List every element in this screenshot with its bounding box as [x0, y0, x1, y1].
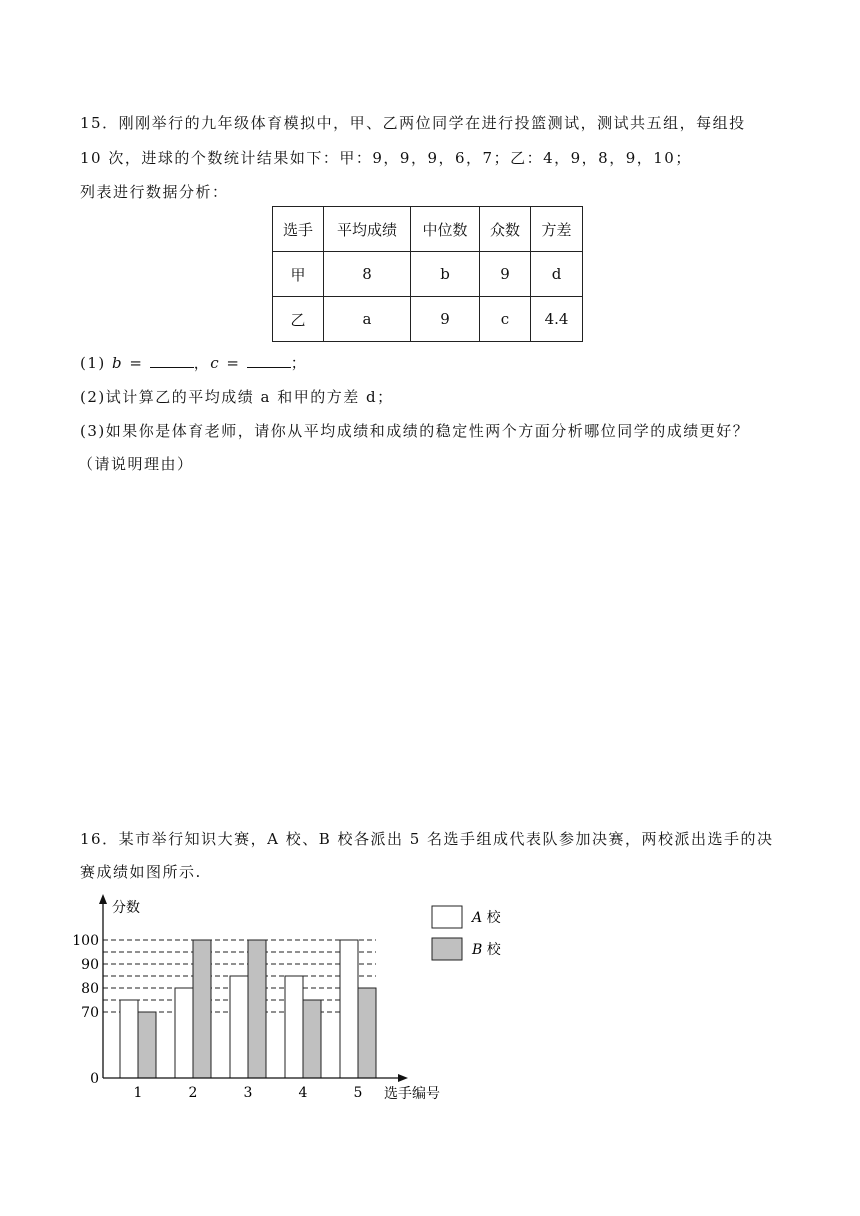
score-bar-chart — [70, 890, 530, 1110]
bar-a-school — [230, 976, 248, 1078]
separator: ， — [193, 354, 211, 372]
bar-a-school — [120, 1000, 138, 1078]
x-tick-label: 5 — [353, 1085, 363, 1101]
y-tick-label: 100 — [72, 933, 99, 949]
bar-b-school — [248, 940, 266, 1078]
x-tick-label: 3 — [243, 1085, 253, 1101]
y-tick-labels — [72, 933, 99, 1087]
var-b: b — [112, 354, 124, 372]
bar-b-school — [193, 940, 211, 1078]
x-tick-label: 2 — [188, 1085, 198, 1101]
y-axis-arrow-icon — [99, 894, 107, 904]
y-tick-label: 0 — [90, 1071, 99, 1087]
bar-b-school — [358, 988, 376, 1078]
table-header-cell: 平均成绩 — [324, 207, 411, 252]
bars-group — [120, 940, 376, 1078]
answer-blank-b — [150, 353, 194, 368]
table-cell: 甲 — [273, 252, 324, 297]
q15-part-3: (3)如果你是体育老师，请你从平均成绩和成绩的稳定性两个方面分析哪位同学的成绩更好？ — [80, 422, 750, 440]
answer-blank-c — [247, 353, 291, 368]
legend-swatch — [432, 938, 462, 960]
part1-prefix: (1) — [80, 354, 113, 372]
table-cell: 9 — [480, 252, 531, 297]
table-row — [273, 252, 583, 297]
table-header-cell: 选手 — [273, 207, 324, 252]
legend-letter: B — [472, 942, 483, 958]
q15-part-2: (2)试计算乙的平均成绩 a 和甲的方差 d； — [80, 388, 394, 406]
x-axis-label: 选手编号 — [384, 1086, 440, 1102]
table-header-cell: 众数 — [480, 207, 531, 252]
q15-part-3-note: （请说明理由） — [78, 455, 194, 473]
q16-line-1: 16．某市举行知识大赛，A 校、B 校各派出 5 名选手组成代表队参加决赛，两校派出选手的决 — [80, 830, 774, 848]
x-tick-label: 4 — [298, 1085, 308, 1101]
legend-suffix: 校 — [482, 942, 501, 958]
bar-b-school — [138, 1012, 156, 1078]
table-cell: a — [324, 297, 411, 342]
table-cell: b — [411, 252, 480, 297]
part1-end: ； — [290, 354, 308, 372]
table-cell: 8 — [324, 252, 411, 297]
table-header-cell: 中位数 — [411, 207, 480, 252]
y-tick-label: 90 — [81, 957, 99, 973]
q16-line-2: 赛成绩如图所示. — [80, 863, 202, 881]
q15-part-1 — [80, 352, 307, 373]
table-header-row — [273, 207, 583, 252]
equals-sign: = — [123, 354, 150, 372]
q15-data-table — [272, 206, 583, 342]
bar-a-school — [175, 988, 193, 1078]
table-row — [273, 297, 583, 342]
bar-a-school — [285, 976, 303, 1078]
bar-a-school — [340, 940, 358, 1078]
bar-b-school — [303, 1000, 321, 1078]
table-cell: d — [531, 252, 583, 297]
legend-suffix: 校 — [482, 910, 501, 926]
table-cell: 9 — [411, 297, 480, 342]
var-c: c — [210, 354, 221, 372]
legend-label — [471, 941, 502, 958]
legend-letter: A — [472, 910, 483, 926]
y-tick-label: 70 — [81, 1005, 99, 1021]
table-cell: c — [480, 297, 531, 342]
x-tick-label: 1 — [133, 1085, 143, 1101]
y-tick-label: 80 — [81, 981, 99, 997]
x-axis-arrow-icon — [398, 1074, 408, 1082]
table-cell: 4.4 — [531, 297, 583, 342]
legend-label — [470, 909, 502, 926]
table-cell: 乙 — [273, 297, 324, 342]
q15-line-1: 15．刚刚举行的九年级体育模拟中，甲、乙两位同学在进行投篮测试，测试共五组，每组投 — [80, 114, 746, 132]
table-header-cell: 方差 — [531, 207, 583, 252]
q15-line-2: 10 次，进球的个数统计结果如下：甲：9，9，9，6，7；乙：4，9，8，9，10； — [80, 149, 692, 167]
y-axis-label: 分数 — [112, 900, 140, 916]
chart-legend — [432, 906, 502, 960]
equals-sign: = — [220, 354, 247, 372]
q15-line-3: 列表进行数据分析： — [80, 183, 229, 201]
x-tick-labels — [134, 1085, 363, 1101]
legend-swatch — [432, 906, 462, 928]
